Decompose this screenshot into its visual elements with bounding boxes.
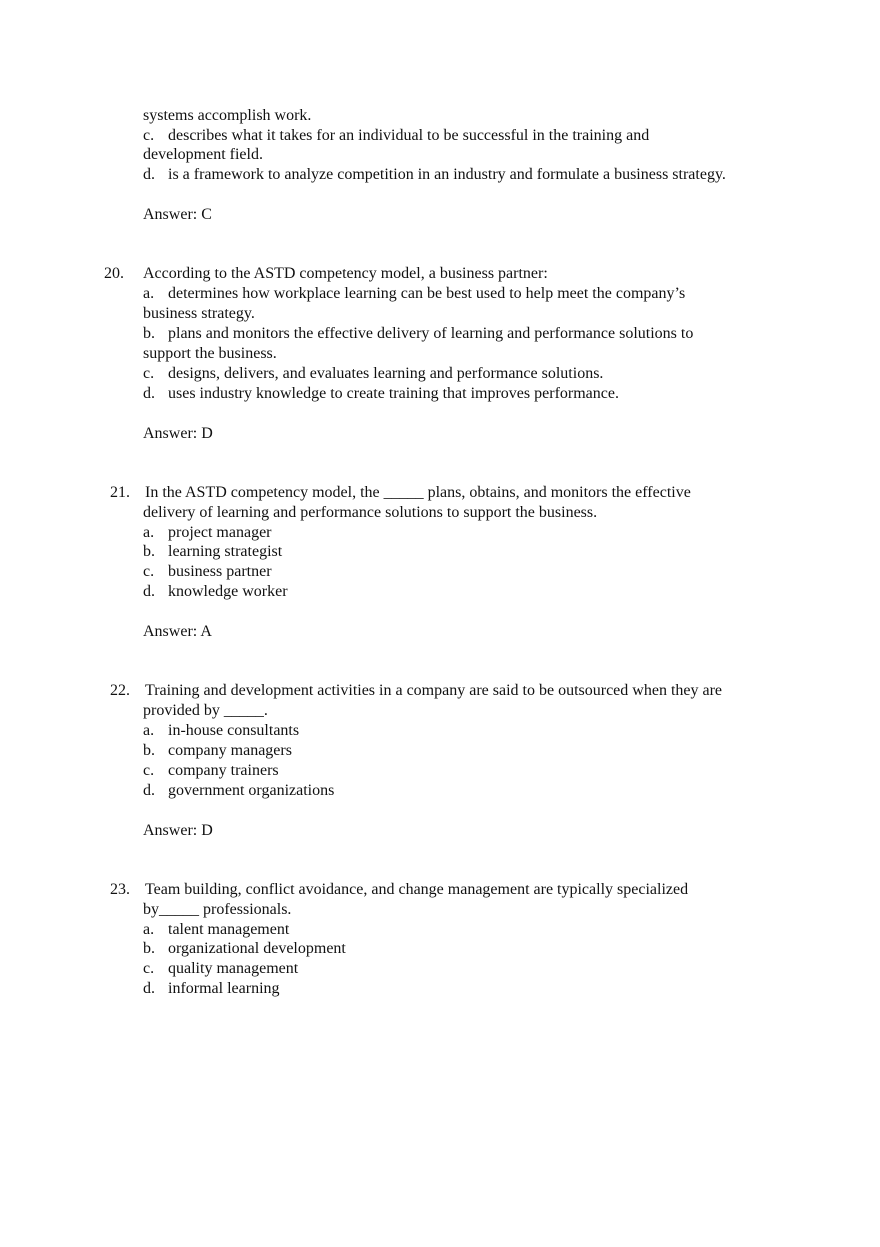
option-d	[143, 582, 288, 602]
option-text: describes what it takes for an individual to be successful in the training and	[168, 127, 650, 144]
option-c	[143, 959, 298, 979]
answer-text: Answer: A	[143, 623, 212, 640]
option-letter: c.	[143, 960, 155, 977]
option-letter: b.	[143, 742, 155, 759]
option-b	[143, 741, 292, 761]
option-text: is a framework to analyze competition in an industry and formulate a business strategy.	[168, 166, 726, 183]
option-a	[143, 920, 289, 940]
question-stem-continuation: delivery of learning and performance solutions to support the business.	[143, 504, 598, 521]
option-letter: d.	[143, 583, 155, 600]
option-letter: c.	[143, 365, 155, 382]
option-text: in-house consultants	[168, 722, 300, 739]
option-letter: d.	[143, 980, 155, 997]
question-stem: In the ASTD competency model, the _____ plans, obtains, and monitors the effective	[145, 484, 691, 501]
option-letter: b.	[143, 940, 155, 957]
option-text: uses industry knowledge to create training that improves performance.	[168, 385, 619, 402]
question-number: 20.	[104, 265, 124, 282]
answer-text: Answer: C	[143, 206, 212, 223]
option-b	[143, 324, 693, 344]
question-number: 21.	[110, 484, 130, 501]
option-letter: d.	[143, 385, 155, 402]
option-d	[143, 384, 619, 404]
option-text: quality management	[168, 960, 299, 977]
option-d	[143, 165, 726, 185]
option-letter: b.	[143, 543, 155, 560]
option-a	[143, 523, 272, 543]
option-letter: a.	[143, 722, 155, 739]
option-letter: c.	[143, 127, 155, 144]
option-a	[143, 721, 299, 741]
question-number: 22.	[110, 682, 130, 699]
option-text: knowledge worker	[168, 583, 288, 600]
option-text: learning strategist	[168, 543, 283, 560]
question-stem: According to the ASTD competency model, a business partner:	[143, 265, 548, 282]
option-text: company trainers	[168, 762, 279, 779]
question-stem-continuation: by_____ professionals.	[143, 901, 292, 918]
option-letter: d.	[143, 782, 155, 799]
option-letter: c.	[143, 563, 155, 580]
option-d	[143, 781, 334, 801]
option-text: project manager	[168, 524, 272, 541]
option-a-continuation: business strategy.	[143, 305, 255, 322]
option-a	[143, 284, 685, 304]
option-text: government organizations	[168, 782, 335, 799]
question-stem: Training and development activities in a company are said to be outsourced when they are	[145, 682, 723, 699]
option-c	[143, 562, 272, 582]
option-text: business partner	[168, 563, 272, 580]
option-c	[143, 761, 279, 781]
option-b-continuation: systems accomplish work.	[143, 107, 312, 124]
option-letter: a.	[143, 524, 155, 541]
option-letter: d.	[143, 166, 155, 183]
option-c	[143, 126, 649, 146]
option-text: company managers	[168, 742, 292, 759]
option-letter: a.	[143, 921, 155, 938]
option-c-continuation: development field.	[143, 146, 263, 163]
option-b-continuation: support the business.	[143, 345, 277, 362]
option-b	[143, 542, 282, 562]
option-text: talent management	[168, 921, 290, 938]
option-c	[143, 364, 603, 384]
question-number: 23.	[110, 881, 130, 898]
question-stem-continuation: provided by _____.	[143, 702, 268, 719]
option-d	[143, 979, 280, 999]
option-letter: c.	[143, 762, 155, 779]
option-text: designs, delivers, and evaluates learning and performance solutions.	[168, 365, 604, 382]
answer-text: Answer: D	[143, 425, 213, 442]
option-letter: a.	[143, 285, 155, 302]
option-letter: b.	[143, 325, 155, 342]
option-text: organizational development	[168, 940, 346, 957]
option-text: determines how workplace learning can be best used to help meet the company’s	[168, 285, 686, 302]
option-text: informal learning	[168, 980, 280, 997]
question-stem: Team building, conflict avoidance, and change management are typically specialized	[145, 881, 689, 898]
answer-text: Answer: D	[143, 822, 213, 839]
option-text: plans and monitors the effective delivery of learning and performance solutions to	[168, 325, 694, 342]
option-b	[143, 939, 346, 959]
